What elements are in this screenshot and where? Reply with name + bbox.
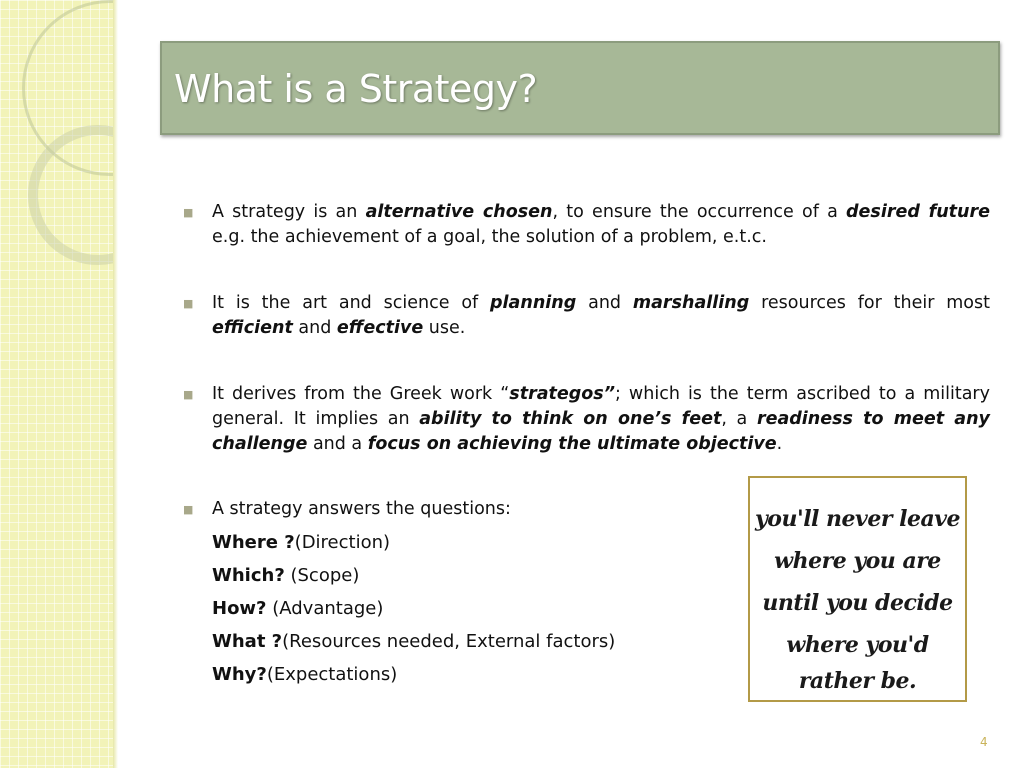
emphasis-text: focus on achieving the ultimate objective	[367, 434, 777, 454]
question-line	[212, 629, 615, 655]
text-run: A strategy is an	[212, 202, 366, 222]
decorative-ring	[28, 125, 113, 265]
question-line	[212, 530, 390, 556]
question-line	[212, 596, 383, 622]
quote-line: where you are	[774, 548, 941, 574]
quote-line: rather be.	[798, 668, 917, 694]
title-banner	[160, 41, 1000, 135]
question-label: Where ?	[212, 532, 295, 553]
bullet-text: A strategy answers the questions:	[212, 499, 511, 519]
emphasis-text: strategos”	[509, 384, 615, 404]
question-line	[212, 563, 359, 589]
emphasis-text: marshalling	[632, 293, 750, 313]
emphasis-text: desired future	[846, 202, 990, 222]
bullet-square-icon: ■	[183, 297, 194, 310]
bullet-square-icon: ■	[183, 206, 194, 219]
text-run: and	[576, 293, 633, 313]
quote-line: where you'd	[786, 632, 929, 658]
text-run: .	[776, 434, 783, 454]
text-run: and	[292, 318, 337, 338]
text-run: , to ensure the occurrence of a	[552, 202, 847, 222]
slide-title: What is a Strategy?	[174, 67, 538, 111]
question-detail: (Scope)	[284, 565, 360, 586]
question-line	[212, 662, 397, 688]
text-run: , a	[721, 409, 757, 429]
bullet-text	[212, 291, 990, 341]
question-label: Which?	[212, 565, 285, 586]
question-label: Why?	[212, 664, 267, 685]
text-run: It derives from the Greek work “	[212, 384, 510, 404]
question-label: How?	[212, 598, 267, 619]
decorative-sidebar	[0, 0, 113, 768]
bullet-square-icon: ■	[183, 388, 194, 401]
text-run: use.	[423, 318, 466, 338]
emphasis-text: effective	[336, 318, 424, 338]
emphasis-text: alternative chosen	[365, 202, 553, 222]
text-run: It is the art and science of	[212, 293, 491, 313]
sidebar-edge	[113, 0, 118, 768]
question-label: What ?	[212, 631, 283, 652]
quote-line: until you decide	[762, 590, 953, 616]
quote-image	[748, 476, 967, 702]
quote-line: you'll never leave	[755, 506, 960, 532]
question-detail: (Expectations)	[266, 664, 398, 685]
emphasis-text: planning	[490, 293, 577, 313]
text-run: and a	[307, 434, 368, 454]
page-number: 4	[980, 735, 988, 749]
emphasis-text: readiness to meet any challenge	[212, 409, 990, 454]
text-run: ; which is the term ascribed to a military general. It implies an	[212, 384, 990, 429]
text-run: e.g. the achievement of a goal, the solution of a problem, e.t.c.	[212, 227, 767, 247]
bullet-text	[212, 200, 990, 250]
text-run: resources for their most	[749, 293, 990, 313]
emphasis-text: ability to think on one’s feet	[419, 409, 722, 429]
emphasis-text: efficient	[212, 318, 293, 338]
bullet-text	[212, 382, 990, 457]
bullet-square-icon: ■	[183, 503, 194, 516]
question-detail: (Advantage)	[266, 598, 384, 619]
question-detail: (Direction)	[294, 532, 391, 553]
question-detail: (Resources needed, External factors)	[282, 631, 616, 652]
